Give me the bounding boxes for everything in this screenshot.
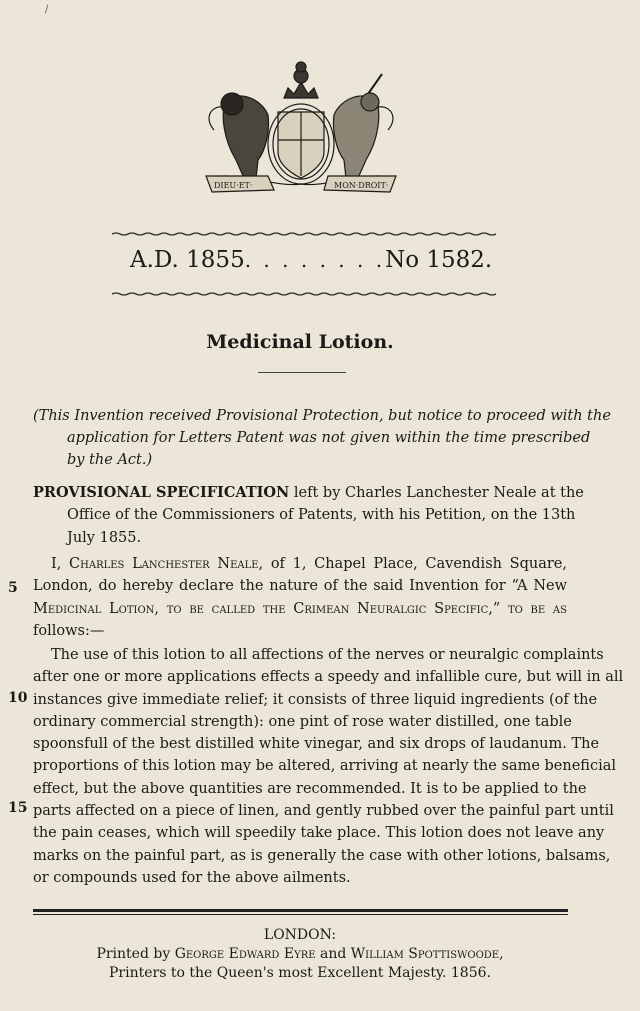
- body-line: parts affected on a piece of linen, and gently rubbed over the painful part until: [33, 803, 614, 820]
- corner-mark: /: [45, 4, 49, 15]
- body-line: proportions of this lotion may be altered, arriving at nearly the same beneficial: [33, 758, 617, 775]
- body-line: the pain ceases, which will speedily take place. This lotion does not leave any: [33, 825, 605, 842]
- body-line: spoonsfull of the best distilled white vinegar, and six drops of laudanum. The: [33, 736, 600, 753]
- year-label: A.D. 1855: [130, 247, 245, 273]
- body-line: marks on the painful part, as is generally the case with other lotions, balsams,: [33, 847, 611, 864]
- royal-coat-of-arms: [196, 60, 406, 198]
- footer-rule-thick: [33, 909, 568, 912]
- patent-number: No 1582.: [385, 247, 493, 273]
- imprint-line: Printers to the Queen's most Excellent Majesty. 1856.: [109, 965, 491, 981]
- body-line: or compounds used for the above ailments.: [33, 869, 351, 886]
- ornamental-rule-bottom: [112, 292, 496, 296]
- line-number: 15: [8, 800, 28, 816]
- document-title: Medicinal Lotion.: [206, 331, 394, 353]
- decl-line: London, do hereby declare the nature of the said Invention for “A New: [33, 578, 567, 595]
- note-line: by the Act.): [67, 452, 153, 468]
- body-line: after one or more applications effects a speedy and infallible cure, but will in all: [33, 669, 624, 686]
- spec-line-text: left by Charles Lanchester Neale at the: [293, 485, 584, 501]
- decl-line: follows:—: [33, 622, 105, 639]
- provisional-protection-note: [33, 405, 611, 471]
- imprint-place: LONDON:: [263, 927, 337, 943]
- body-line: ordinary commercial strength): one pint of rose water distilled, one table: [33, 713, 572, 730]
- spec-line: Office of the Commissioners of Patents, with his Petition, on the 13th: [67, 507, 576, 524]
- printer-name: William Spottiswoode,: [350, 946, 504, 962]
- leader-dots: . . . . . . . .: [244, 248, 386, 272]
- decl-address: , of 1, Chapel Place, Cavendish Square,: [258, 556, 567, 572]
- spec-line: July 1855.: [67, 529, 142, 546]
- body-line: The use of this lotion to all affections of the nerves or neuralgic complaints: [51, 647, 604, 663]
- line-number: 10: [8, 690, 28, 706]
- crest-motto-right: MON·DROIT·: [334, 181, 389, 190]
- printer-name: George Edward Eyre: [174, 946, 316, 962]
- crest-motto-left: DIEU·ET·: [214, 181, 253, 190]
- footer-rule-thin: [33, 914, 568, 915]
- title-underline: [258, 372, 346, 373]
- body-line: instances give immediate relief; it consists of three liquid ingredients (of the: [33, 691, 598, 708]
- specification-heading: [33, 482, 584, 549]
- line-number: 5: [8, 580, 18, 596]
- decl-line-invention-name: Medicinal Lotion, to be called the Crimean Neuralgic Specific,” to be as: [33, 600, 567, 617]
- inventor-name: Charles Lanchester Neale: [69, 556, 259, 572]
- ornamental-rule-top: [112, 232, 496, 236]
- body-paragraph: [33, 644, 624, 889]
- note-line: application for Letters Patent was not given within the time prescribed: [67, 430, 591, 446]
- decl-pronoun: I,: [51, 556, 62, 572]
- body-line: effect, but the above quantities are recommended. It is to be applied to the: [33, 780, 587, 797]
- spec-lead: PROVISIONAL SPECIFICATION: [33, 484, 290, 501]
- declaration-paragraph: [33, 553, 567, 642]
- patent-number-line: [130, 247, 493, 273]
- printer-imprint: [0, 926, 600, 983]
- note-line: (This Invention received Provisional Protection, but notice to proceed with the: [33, 408, 611, 424]
- imprint-printers: Printed by George Edward Eyre and William Spottiswoode,: [96, 946, 504, 962]
